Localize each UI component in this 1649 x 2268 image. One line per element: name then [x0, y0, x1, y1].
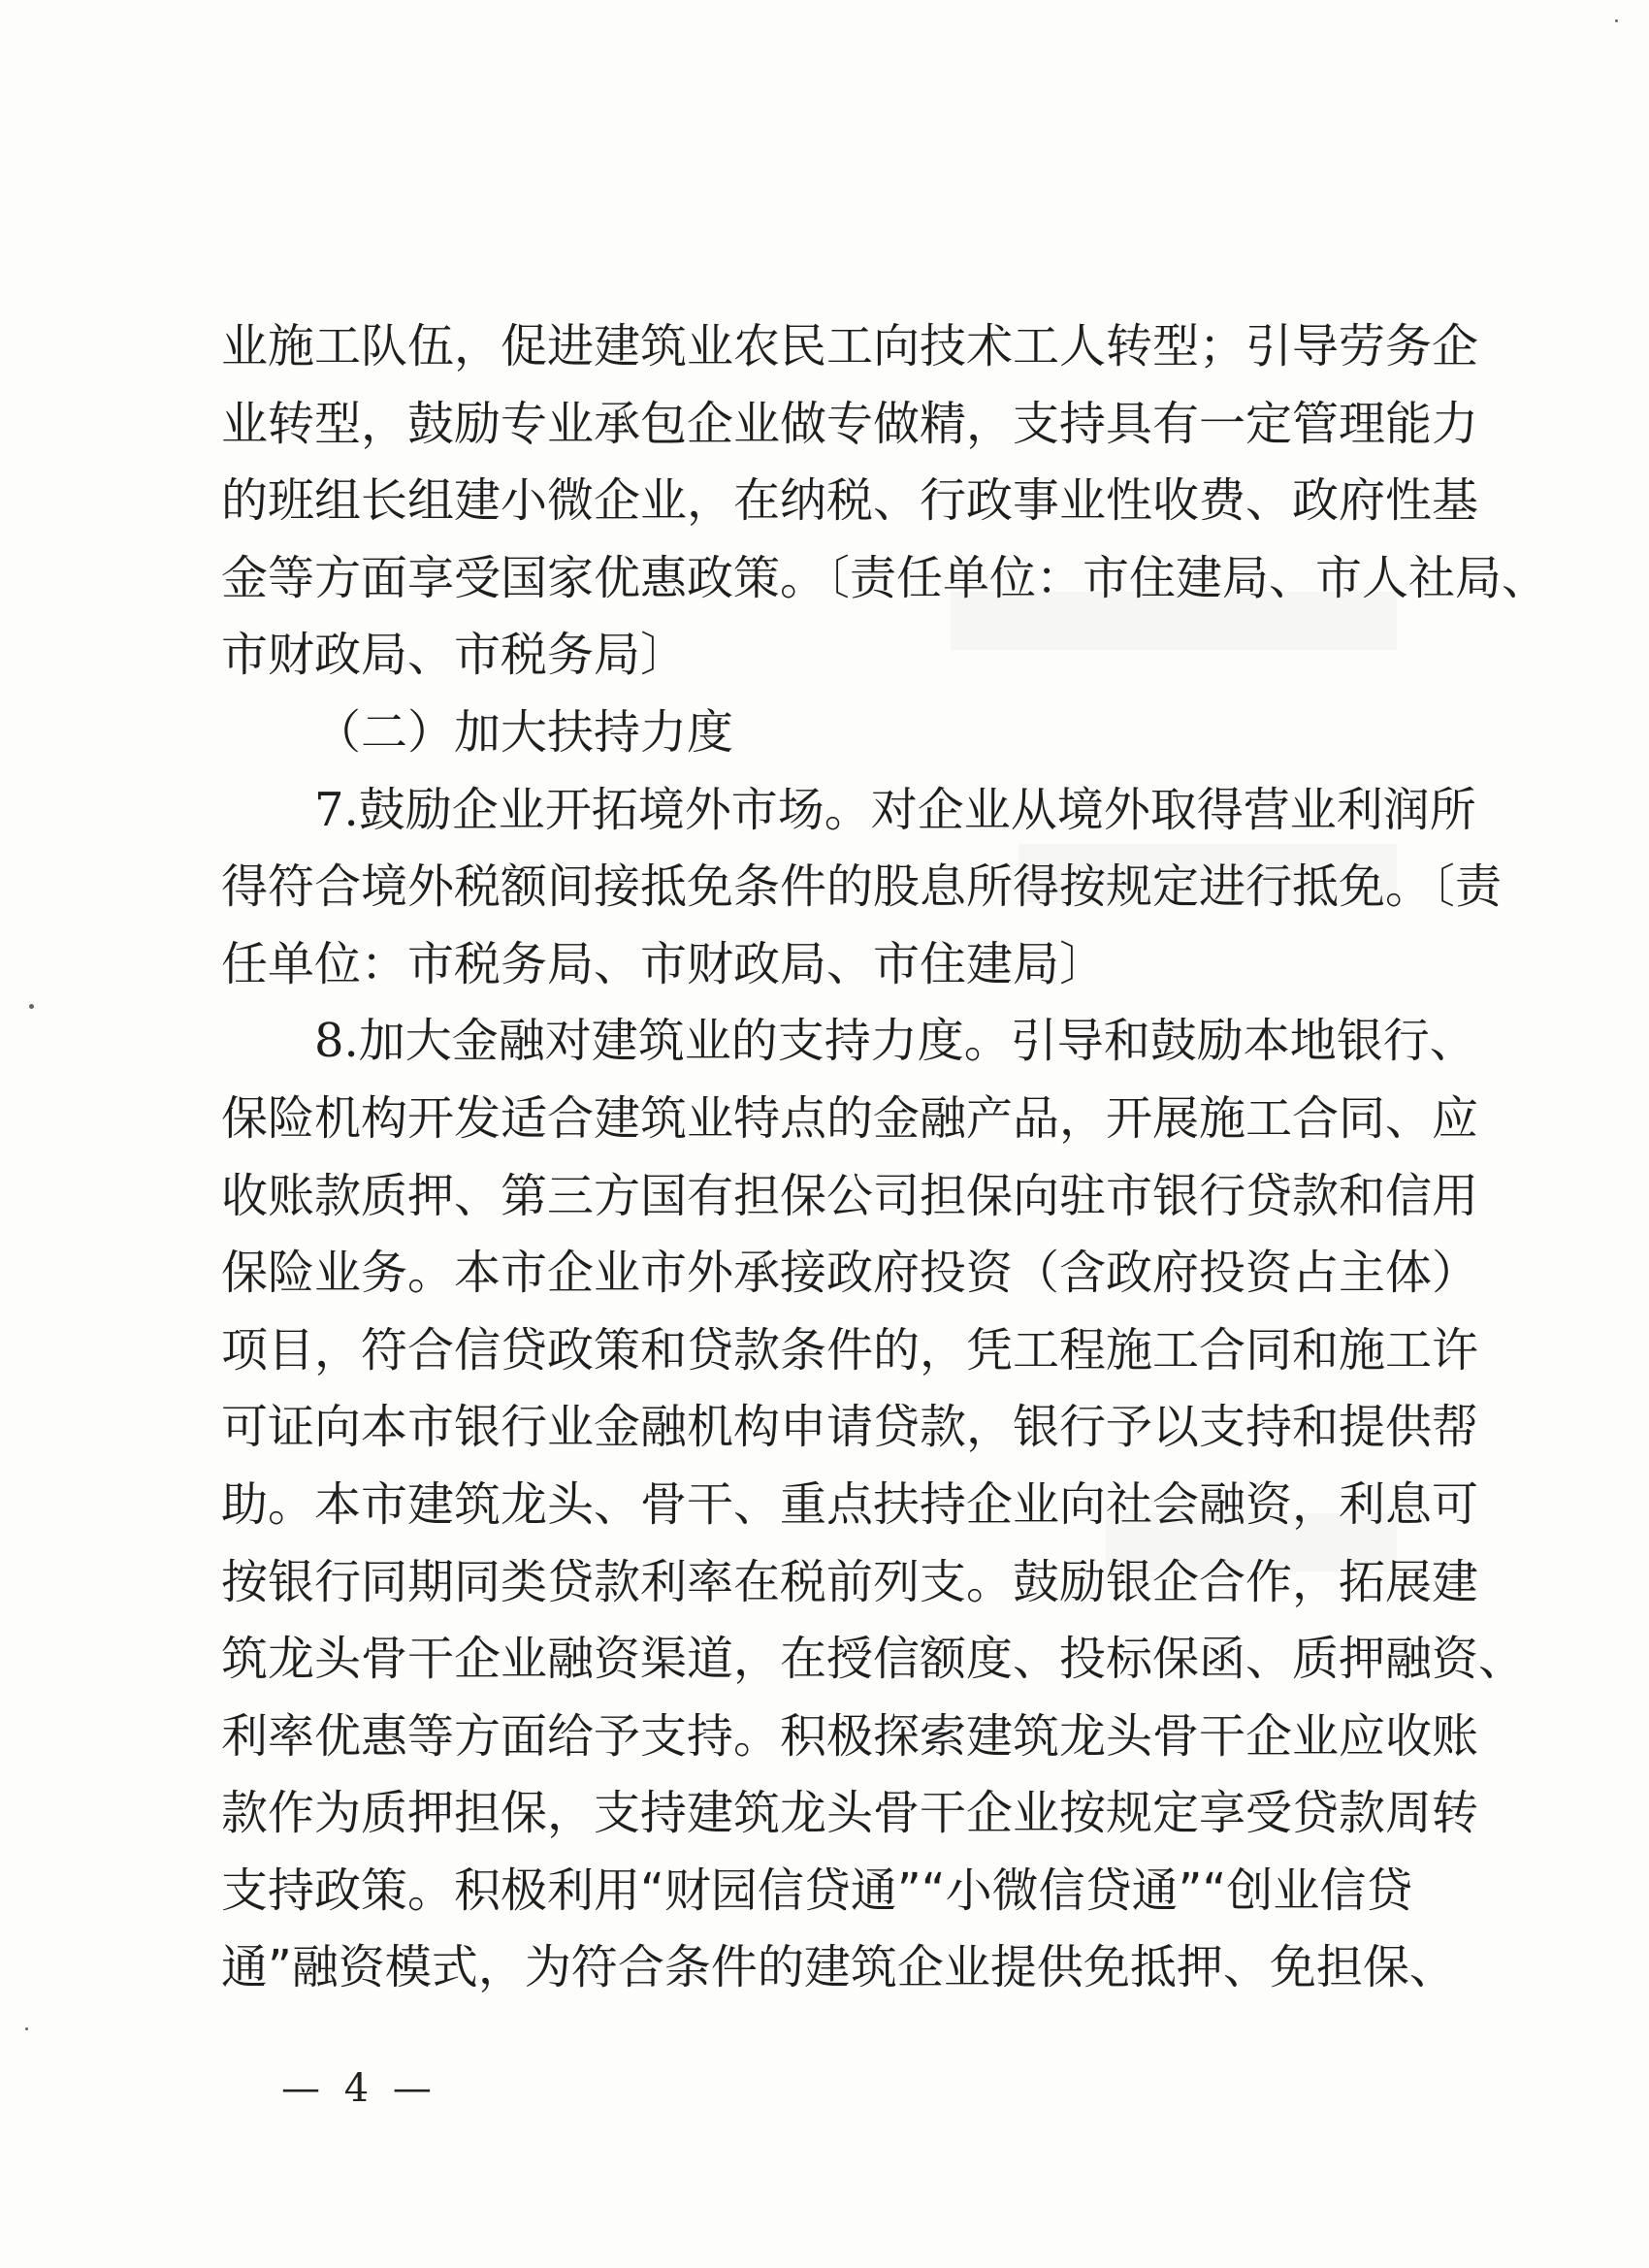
item-number: 7. [314, 782, 359, 837]
scan-speck [29, 1004, 34, 1009]
scan-speck [25, 2027, 28, 2030]
text-line: 市财政局、市税务局〕 [221, 628, 688, 683]
text-line: 的班组长组建小微企业，在纳税、行政事业性收费、政府性基 [221, 473, 1479, 529]
text-line: 金等方面享受国家优惠政策。〔责任单位：市住建局、市人社局、 [221, 550, 1549, 605]
text-line: 得符合境外税额间接抵免条件的股息所得按规定进行抵免。〔责 [221, 859, 1503, 915]
text-line: 项目，符合信贷政策和贷款条件的，凭工程施工合同和施工许 [221, 1322, 1479, 1377]
text-line: 保险机构开发适合建筑业特点的金融产品，开展施工合同、应 [221, 1090, 1479, 1146]
body-text [221, 308, 1549, 2007]
item-number: 8. [314, 1014, 359, 1069]
text-line: 款作为质押担保，支持建筑龙头骨干企业按规定享受贷款周转 [221, 1786, 1479, 1841]
scan-speck [1615, 19, 1618, 22]
text-line [221, 1003, 1476, 1081]
page-number: — 4 — [281, 2066, 437, 2111]
text-line: 利率优惠等方面给予支持。积极探索建筑龙头骨干企业应收账 [221, 1708, 1479, 1764]
text-line: 可证向本市银行业金融机构申请贷款，银行予以支持和提供帮 [221, 1400, 1479, 1455]
text-line: 按银行同期同类贷款利率在税前列支。鼓励银企合作，拓展建 [221, 1554, 1479, 1609]
text-line: 支持政策。积极利用“财园信贷通”“小微信贷通”“创业信贷 [221, 1863, 1413, 1918]
text-line: 任单位：市税务局、市财政局、市住建局〕 [221, 936, 1107, 991]
item-text: 鼓励企业开拓境外市场。对企业从境外取得营业利润所 [358, 782, 1476, 837]
section-heading: （二）加大扶持力度 [314, 704, 734, 760]
text-line: 保险业务。本市企业市外承接政府投资（含政府投资占主体） [221, 1246, 1479, 1301]
text-line: 业转型，鼓励专业承包企业做专做精，支持具有一定管理能力 [221, 396, 1479, 451]
text-line: 收账款质押、第三方国有担保公司担保向驻市银行贷款和信用 [221, 1168, 1479, 1223]
text-line [221, 772, 1476, 850]
text-line: 助。本市建筑龙头、骨干、重点扶持企业向社会融资，利息可 [221, 1476, 1479, 1532]
text-line: 筑龙头骨干企业融资渠道，在授信额度、投标保函、质押融资、 [221, 1632, 1526, 1687]
text-line: 通”融资模式，为符合条件的建筑企业提供免抵押、免担保、 [221, 1940, 1456, 1995]
text-line: 业施工队伍，促进建筑业农民工向技术工人转型；引导劳务企 [221, 319, 1479, 373]
item-text: 加大金融对建筑业的支持力度。引导和鼓励本地银行、 [358, 1014, 1476, 1069]
